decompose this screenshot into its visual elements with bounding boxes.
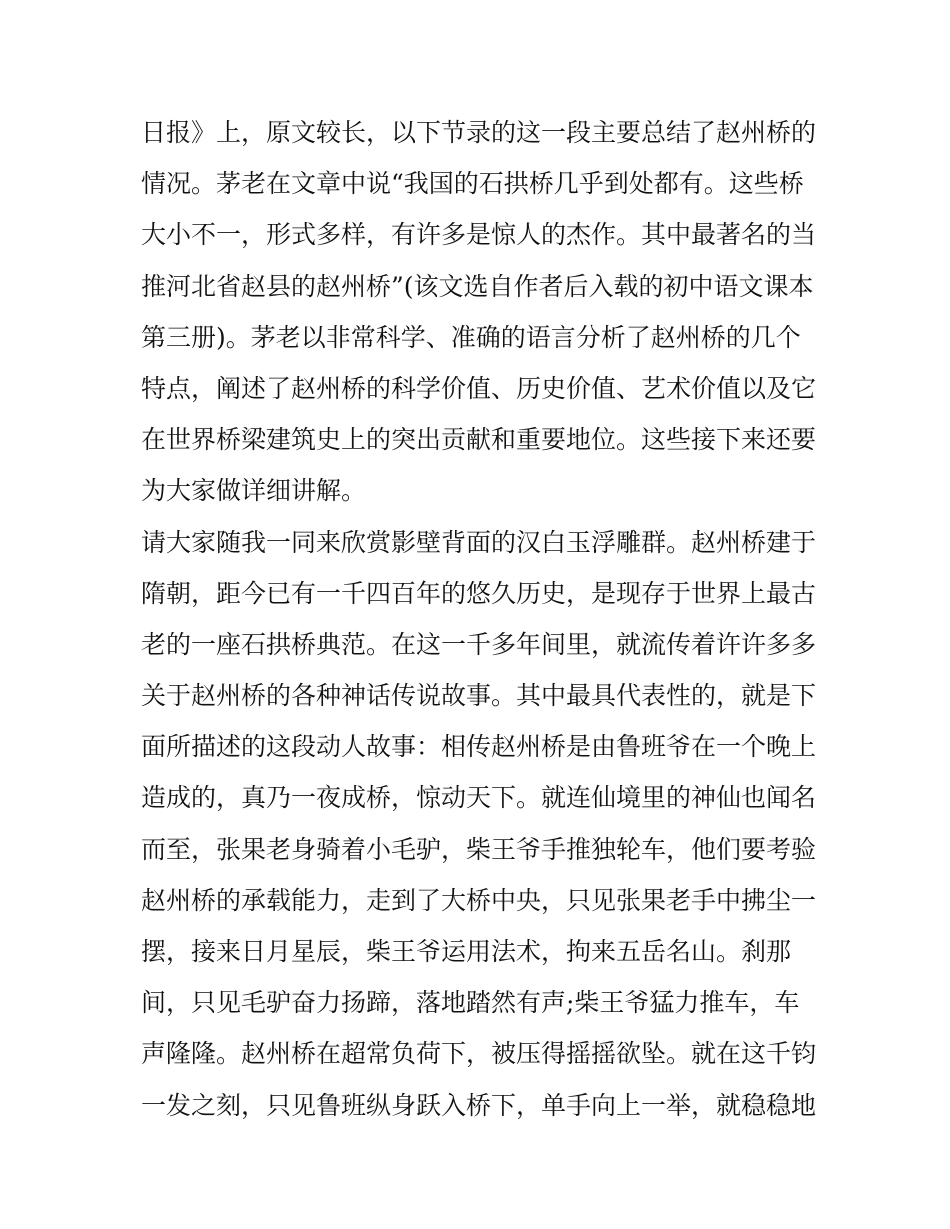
text-line: 关于赵州桥的各种神话传说故事。其中最具代表性的，就是下: [141, 681, 817, 711]
text-line: 在世界桥梁建筑史上的突出贡献和重要地位。这些接下来还要: [141, 425, 817, 455]
text-line: 间，只见毛驴奋力扬蹄，落地踏然有声;柴王爷猛力推车，车: [141, 988, 800, 1018]
text-line: 为大家做详细讲解。: [141, 476, 367, 506]
text-line: 推河北省赵县的赵州桥”(该文选自作者后入载的初中语文课本: [141, 271, 814, 301]
text-line: 隋朝，距今已有一千四百年的悠久历史，是现存于世界上最古: [141, 578, 817, 608]
text-line: 一发之刻，只见鲁班纵身跃入桥下，单手向上一举，就稳稳地: [141, 1090, 817, 1120]
text-line: 面所描述的这段动人故事：相传赵州桥是由鲁班爷在一个晚上: [141, 732, 817, 762]
text-line: 特点，阐述了赵州桥的科学价值、历史价值、艺术价值以及它: [141, 373, 817, 403]
text-line: 老的一座石拱桥典范。在这一千多年间里，就流传着许许多多: [141, 629, 817, 659]
text-line: 造成的，真乃一夜成桥，惊动天下。就连仙境里的神仙也闻名: [141, 783, 817, 813]
text-line: 大小不一，形式多样，有许多是惊人的杰作。其中最著名的当: [141, 220, 817, 250]
text-line: 情况。茅老在文章中说“我国的石拱桥几乎到处都有。这些桥: [141, 169, 804, 199]
text-line: 日报》上，原文较长，以下节录的这一段主要总结了赵州桥的: [141, 118, 817, 147]
body-text: [141, 107, 821, 1131]
text-line: 声隆隆。赵州桥在超常负荷下，被压得摇摇欲坠。就在这千钧: [141, 1039, 817, 1069]
text-line: 请大家随我一同来欣赏影壁背面的汉白玉浮雕群。赵州桥建于: [141, 527, 817, 557]
text-line: 摆，接来日月星辰，柴王爷运用法术，拘来五岳名山。刹那: [141, 937, 792, 966]
text-line: 第三册)。茅老以非常科学、准确的语言分析了赵州桥的几个: [141, 322, 801, 352]
text-line: 赵州桥的承载能力，走到了大桥中央，只见张果老手中拂尘一: [141, 885, 817, 915]
text-line: 而至，张果老身骑着小毛驴，柴王爷手推独轮车，他们要考验: [141, 834, 817, 864]
